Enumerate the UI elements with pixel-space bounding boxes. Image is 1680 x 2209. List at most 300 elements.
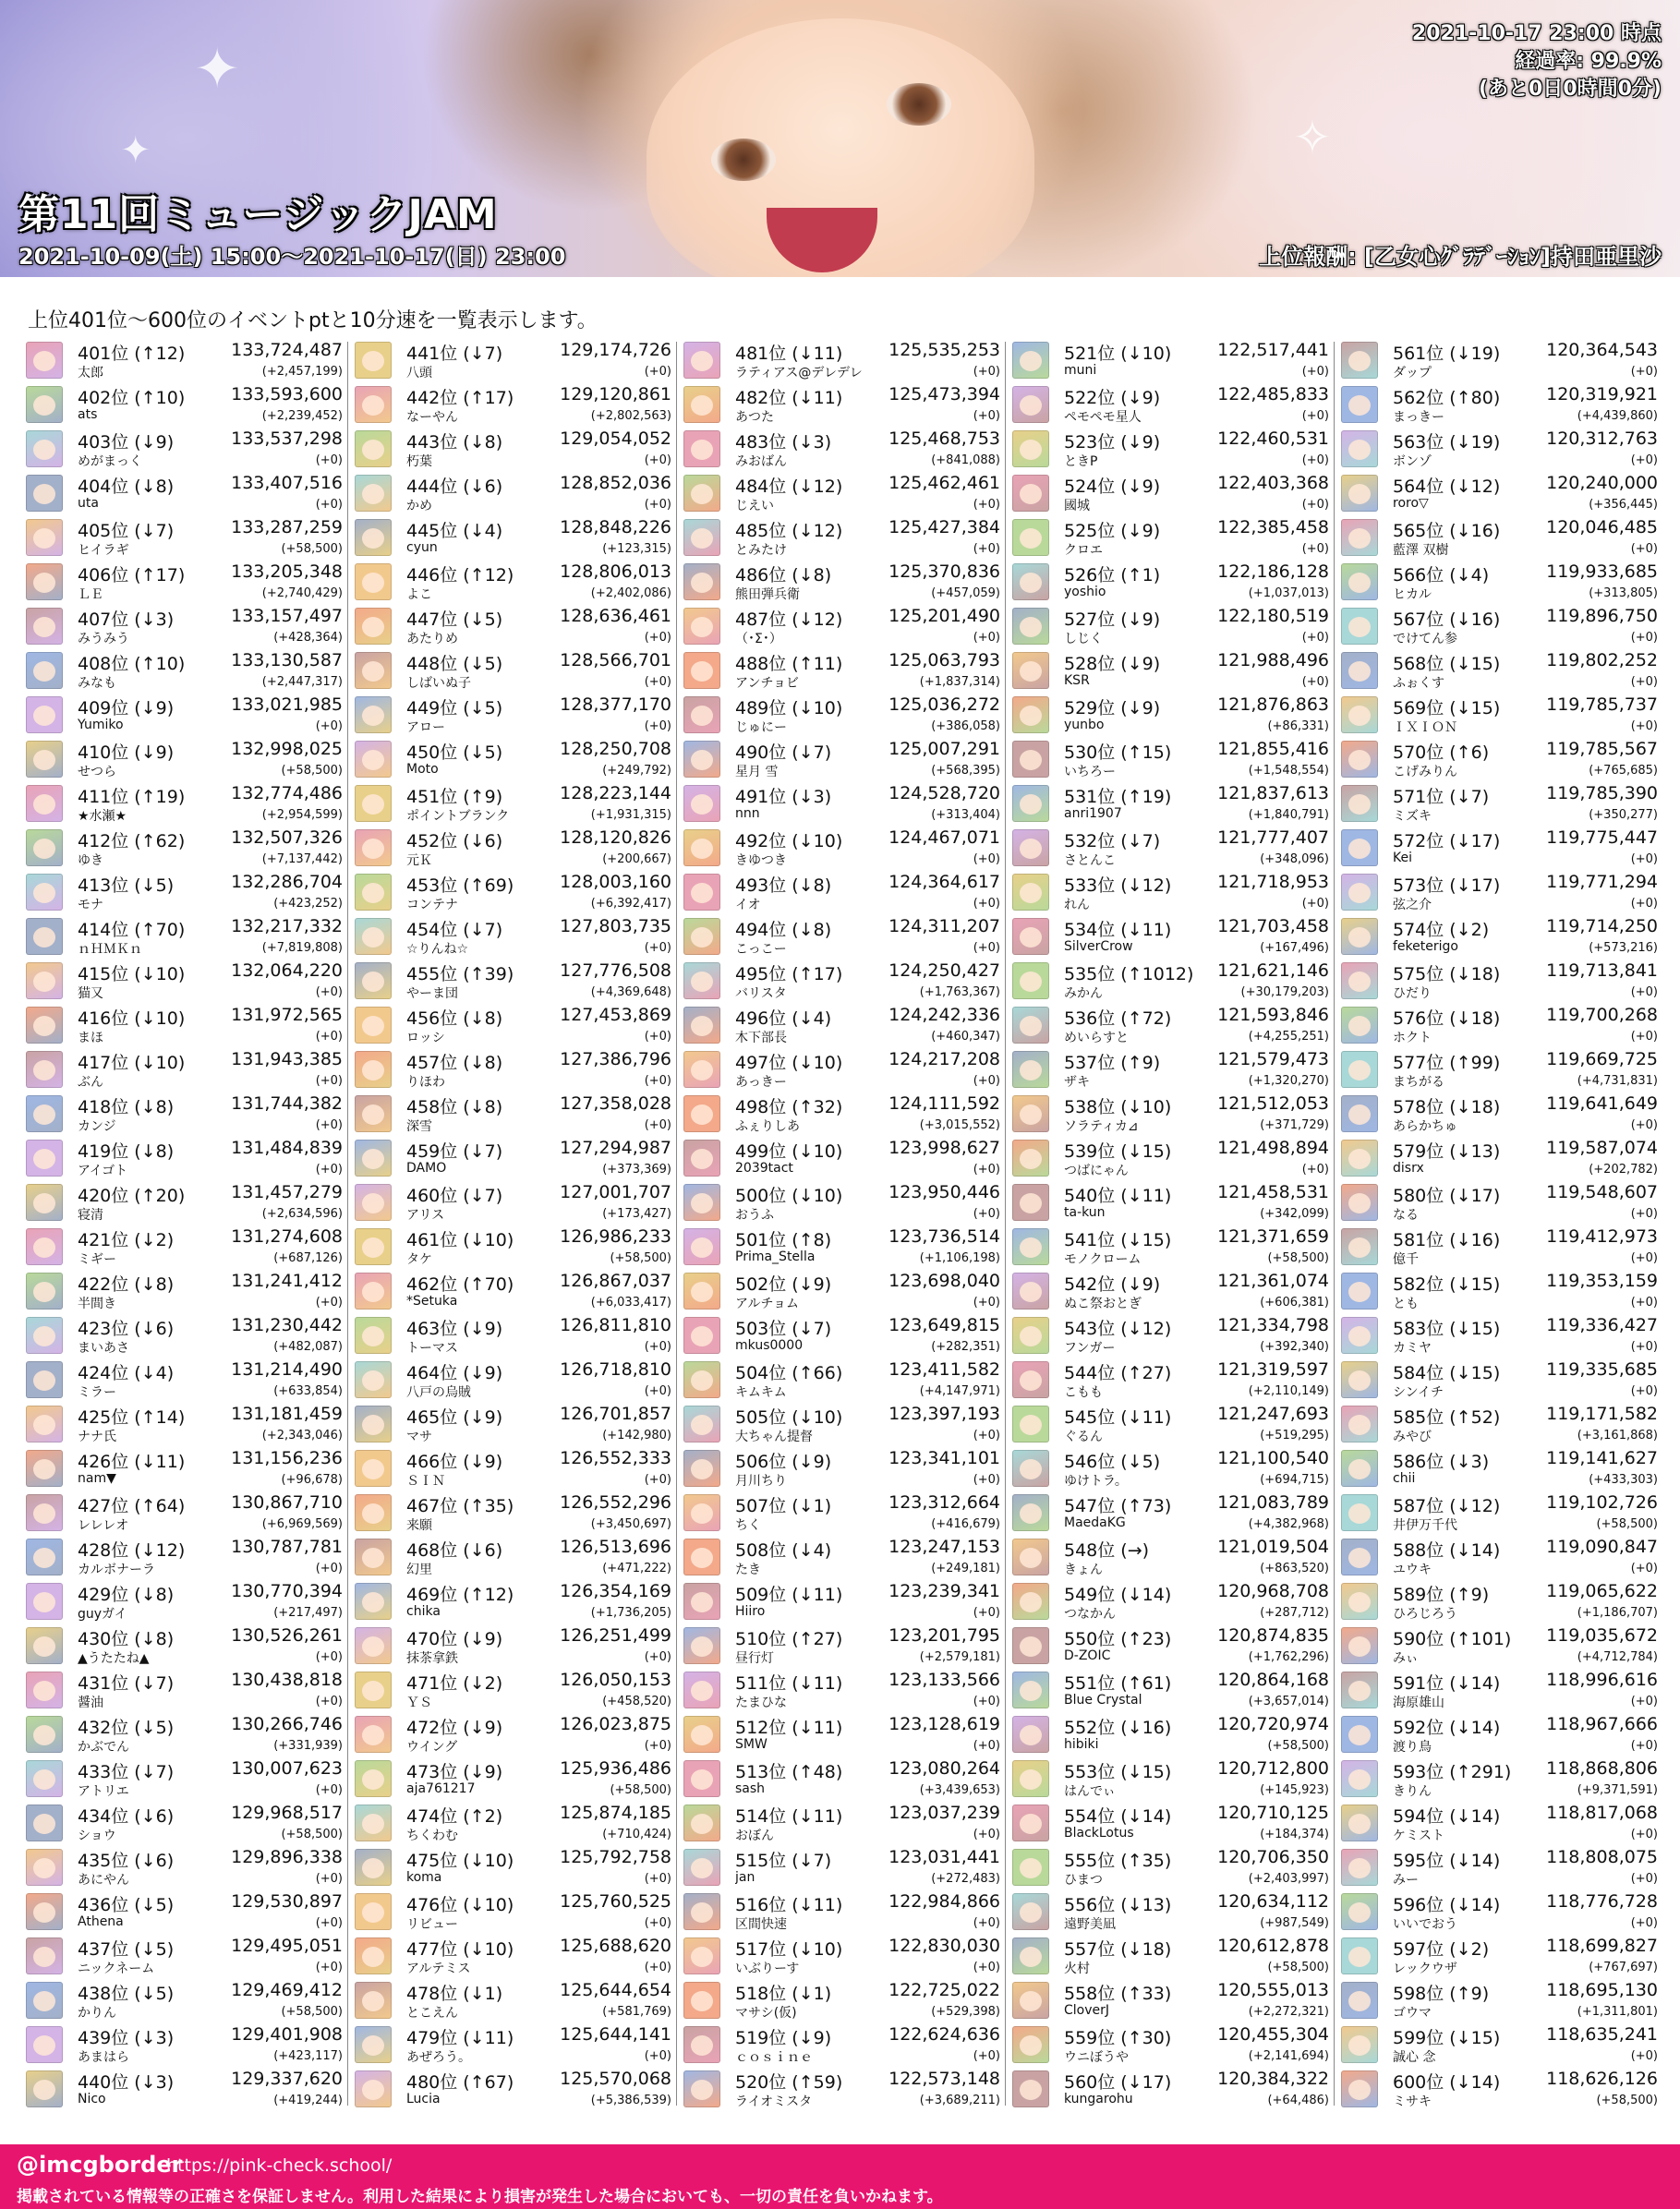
rank-label: 423位 (↓6) xyxy=(78,1319,175,1339)
avatar xyxy=(26,1406,63,1442)
points-value: 133,021,985 xyxy=(231,694,343,715)
rank-label: 496位 (↓4) xyxy=(735,1008,832,1029)
points-value: 131,214,490 xyxy=(231,1359,343,1380)
list-item xyxy=(1010,2067,1329,2111)
speed-delta: (+331,939) xyxy=(273,1739,343,1753)
speed-delta: (+200,667) xyxy=(602,852,671,866)
producer-name: 國城 xyxy=(1064,499,1090,513)
rank-label: 469位 (↑12) xyxy=(406,1585,514,1605)
avatar xyxy=(683,475,720,512)
rank-label: 573位 (↓17) xyxy=(1393,875,1501,896)
producer-name: アルチョム xyxy=(735,1297,800,1311)
list-item xyxy=(24,1092,343,1136)
avatar xyxy=(355,1583,392,1620)
avatar xyxy=(683,1317,720,1354)
list-item xyxy=(1339,1712,1658,1756)
rank-label: 543位 (↓12) xyxy=(1064,1319,1172,1339)
rank-label: 579位 (↓13) xyxy=(1393,1141,1501,1162)
points-value: 118,996,616 xyxy=(1546,1670,1658,1690)
producer-name: カルボナーラ xyxy=(78,1563,155,1577)
points-value: 133,130,587 xyxy=(231,650,343,670)
avatar xyxy=(1012,1184,1049,1221)
list-item xyxy=(682,1756,1000,1801)
list-item xyxy=(1339,1313,1658,1358)
speed-delta: (+0) xyxy=(1630,852,1658,866)
list-item xyxy=(1339,1180,1658,1225)
rank-label: 574位 (↓2) xyxy=(1393,920,1490,940)
avatar xyxy=(1341,1184,1378,1221)
rank-label: 583位 (↓15) xyxy=(1393,1319,1501,1339)
avatar xyxy=(1012,1583,1049,1620)
producer-name: 弦之介 xyxy=(1393,898,1432,912)
list-item xyxy=(682,382,1000,427)
list-item xyxy=(24,427,343,471)
speed-delta: (+0) xyxy=(973,941,1000,955)
producer-name: kungarohu xyxy=(1064,2092,1133,2106)
speed-delta: (+217,497) xyxy=(273,1606,343,1620)
rank-label: 471位 (↓2) xyxy=(406,1673,503,1694)
rank-label: 454位 (↓7) xyxy=(406,920,503,940)
rank-label: 546位 (↓5) xyxy=(1064,1452,1161,1472)
speed-delta: (+0) xyxy=(973,1828,1000,1841)
avatar xyxy=(1341,430,1378,467)
list-item xyxy=(353,1269,671,1313)
avatar xyxy=(1012,2070,1049,2107)
rank-label: 475位 (↓10) xyxy=(406,1851,514,1871)
producer-name: 幻里 xyxy=(406,1563,432,1577)
list-item xyxy=(1010,1446,1329,1491)
rank-label: 450位 (↓5) xyxy=(406,742,503,763)
points-value: 126,552,296 xyxy=(560,1492,671,1513)
avatar xyxy=(1341,519,1378,556)
rank-label: 554位 (↓14) xyxy=(1064,1806,1172,1827)
points-value: 119,896,750 xyxy=(1546,606,1658,626)
list-item xyxy=(1339,1579,1658,1624)
producer-name: カミヤ xyxy=(1393,1341,1432,1356)
points-value: 120,710,125 xyxy=(1217,1803,1329,1823)
speed-delta: (+173,427) xyxy=(602,1207,671,1221)
producer-name: アンチョビ xyxy=(735,676,800,691)
avatar xyxy=(683,1760,720,1797)
producer-name: roro▽ xyxy=(1393,496,1429,511)
producer-name: アトリエ xyxy=(78,1784,129,1799)
rank-label: 545位 (↓11) xyxy=(1064,1407,1172,1428)
rank-label: 437位 (↓5) xyxy=(78,1939,175,1960)
producer-name: Kei xyxy=(1393,851,1412,865)
avatar xyxy=(26,1982,63,2019)
points-value: 121,458,531 xyxy=(1217,1182,1329,1202)
list-item xyxy=(353,1358,671,1402)
list-item xyxy=(682,1225,1000,1269)
rank-label: 414位 (↑70) xyxy=(78,920,186,940)
points-value: 131,943,385 xyxy=(231,1049,343,1069)
producer-name: ＬＥ xyxy=(78,587,103,602)
speed-delta: (+1,840,791) xyxy=(1248,808,1329,822)
avatar xyxy=(26,918,63,955)
speed-delta: (+0) xyxy=(973,409,1000,423)
producer-name: モノクローム xyxy=(1064,1252,1142,1267)
avatar xyxy=(355,386,392,423)
list-item xyxy=(1010,1136,1329,1180)
list-item xyxy=(682,1180,1000,1225)
producer-name: ホクト xyxy=(1393,1031,1432,1045)
list-item xyxy=(682,693,1000,737)
avatar xyxy=(26,1361,63,1398)
speed-delta: (+0) xyxy=(644,631,671,645)
points-value: 123,133,566 xyxy=(888,1670,1000,1690)
avatar xyxy=(1341,1672,1378,1708)
points-value: 125,468,753 xyxy=(888,429,1000,449)
producer-name: yoshio xyxy=(1064,585,1106,599)
speed-delta: (+1,037,013) xyxy=(1248,586,1329,600)
points-value: 126,986,233 xyxy=(560,1226,671,1247)
avatar xyxy=(355,1937,392,1974)
speed-delta: (+64,486) xyxy=(1267,2094,1329,2107)
list-item xyxy=(353,1978,671,2022)
producer-name: かめ xyxy=(406,499,432,513)
speed-delta: (+0) xyxy=(315,498,343,512)
rank-label: 401位 (↑12) xyxy=(78,344,186,364)
avatar xyxy=(355,1494,392,1531)
producer-name: anri1907 xyxy=(1064,806,1122,821)
rank-label: 461位 (↓10) xyxy=(406,1230,514,1250)
rank-label: 427位 (↑64) xyxy=(78,1496,186,1516)
list-item xyxy=(353,1092,671,1136)
avatar xyxy=(1012,563,1049,600)
rank-label: 459位 (↓7) xyxy=(406,1141,503,1162)
speed-delta: (+1,736,205) xyxy=(590,1606,671,1620)
speed-delta: (+6,969,569) xyxy=(261,1517,343,1531)
producer-name: アロー xyxy=(406,720,445,735)
list-item xyxy=(353,1003,671,1047)
list-item xyxy=(1010,648,1329,693)
speed-delta: (+2,343,046) xyxy=(261,1429,343,1442)
producer-name: ヒカル xyxy=(1393,587,1432,602)
list-item xyxy=(1010,1092,1329,1136)
speed-delta: (+0) xyxy=(1630,1296,1658,1310)
list-item xyxy=(24,604,343,648)
avatar xyxy=(683,519,720,556)
rank-label: 452位 (↓6) xyxy=(406,831,503,851)
points-value: 126,811,810 xyxy=(560,1315,671,1335)
producer-name: 八頭 xyxy=(406,366,432,380)
rank-label: 484位 (↓12) xyxy=(735,477,843,497)
rank-label: 449位 (↓5) xyxy=(406,698,503,718)
avatar xyxy=(1012,696,1049,733)
points-value: 133,724,487 xyxy=(231,340,343,360)
avatar xyxy=(26,1007,63,1044)
producer-name: ひまつ xyxy=(1064,1873,1103,1888)
avatar xyxy=(26,962,63,999)
rank-label: 435位 (↓6) xyxy=(78,1851,175,1871)
producer-name: 区間快速 xyxy=(735,1917,787,1932)
speed-delta: (+416,679) xyxy=(931,1517,1000,1531)
producer-name: 深雪 xyxy=(406,1119,432,1134)
points-value: 129,530,897 xyxy=(231,1891,343,1912)
points-value: 132,998,025 xyxy=(231,739,343,759)
points-value: 122,186,128 xyxy=(1217,561,1329,582)
list-item xyxy=(24,338,343,382)
points-value: 123,397,193 xyxy=(888,1404,1000,1424)
list-item xyxy=(1010,1889,1329,1934)
speed-delta: (+633,854) xyxy=(273,1384,343,1398)
list-item xyxy=(682,515,1000,560)
list-item xyxy=(682,1889,1000,1934)
producer-name: しばいぬ子 xyxy=(406,676,471,691)
avatar xyxy=(26,1849,63,1886)
rank-label: 473位 (↓9) xyxy=(406,1762,503,1782)
rank-label: 408位 (↑10) xyxy=(78,654,186,674)
list-item xyxy=(24,1313,343,1358)
speed-delta: (+687,126) xyxy=(273,1251,343,1265)
points-value: 125,644,141 xyxy=(560,2024,671,2045)
rank-label: 448位 (↓5) xyxy=(406,654,503,674)
points-value: 118,699,827 xyxy=(1546,1936,1658,1956)
rank-label: 565位 (↓16) xyxy=(1393,521,1501,541)
points-value: 126,251,499 xyxy=(560,1625,671,1646)
list-item xyxy=(24,1446,343,1491)
list-item xyxy=(353,959,671,1003)
list-item xyxy=(682,1801,1000,1845)
avatar xyxy=(355,1893,392,1930)
rank-label: 403位 (↓9) xyxy=(78,432,175,453)
producer-name: マサシ(仮) xyxy=(735,2006,797,2021)
speed-delta: (+1,763,367) xyxy=(919,985,1000,999)
rank-label: 420位 (↑20) xyxy=(78,1186,186,1206)
producer-name: 藍澤 双樹 xyxy=(1393,543,1449,558)
avatar xyxy=(683,1893,720,1930)
avatar xyxy=(26,2026,63,2063)
points-value: 125,063,793 xyxy=(888,650,1000,670)
list-item xyxy=(1010,1712,1329,1756)
points-value: 119,035,672 xyxy=(1546,1625,1658,1646)
rank-label: 553位 (↓15) xyxy=(1064,1762,1172,1782)
list-item xyxy=(353,1136,671,1180)
speed-delta: (+423,117) xyxy=(273,2049,343,2063)
speed-delta: (+2,740,429) xyxy=(261,586,343,600)
producer-name: ニックネーム xyxy=(78,1962,155,1976)
producer-name: 猫又 xyxy=(78,986,103,1001)
speed-delta: (+0) xyxy=(644,1473,671,1487)
list-item xyxy=(353,2022,671,2067)
avatar xyxy=(1341,1450,1378,1487)
speed-delta: (+0) xyxy=(315,453,343,467)
list-item xyxy=(1339,1801,1658,1845)
list-item xyxy=(1339,1624,1658,1668)
rank-label: 491位 (↓3) xyxy=(735,787,832,807)
speed-delta: (+0) xyxy=(1630,1340,1658,1354)
producer-name: ぬこ祭おとぎ xyxy=(1064,1297,1142,1311)
producer-name: 大ちゃん提督 xyxy=(735,1430,813,1444)
rank-label: 510位 (↑27) xyxy=(735,1629,843,1649)
rank-label: 559位 (↑30) xyxy=(1064,2028,1172,2048)
ranking-column xyxy=(1339,338,1658,2111)
rank-label: 534位 (↓11) xyxy=(1064,920,1172,940)
avatar xyxy=(26,1627,63,1664)
list-item xyxy=(24,1491,343,1535)
avatar xyxy=(683,563,720,600)
list-item xyxy=(24,870,343,914)
avatar xyxy=(26,874,63,911)
producer-name: たき xyxy=(735,1563,761,1577)
producer-name: いちろー xyxy=(1064,765,1116,779)
list-item xyxy=(1339,471,1658,515)
list-item xyxy=(682,870,1000,914)
speed-delta: (+30,179,203) xyxy=(1240,985,1329,999)
list-item xyxy=(24,1535,343,1579)
rank-label: 436位 (↓5) xyxy=(78,1895,175,1915)
speed-delta: (+142,980) xyxy=(602,1429,671,1442)
points-value: 128,848,226 xyxy=(560,517,671,537)
producer-name: ぶん xyxy=(78,1075,103,1090)
twitter-handle[interactable]: @imcgborder xyxy=(17,2152,183,2178)
points-value: 119,065,622 xyxy=(1546,1581,1658,1601)
points-value: 132,774,486 xyxy=(231,783,343,803)
avatar xyxy=(1012,652,1049,689)
points-value: 120,312,763 xyxy=(1546,429,1658,449)
points-value: 122,485,833 xyxy=(1217,384,1329,404)
avatar xyxy=(26,563,63,600)
rank-label: 526位 (↑1) xyxy=(1064,565,1161,585)
list-item xyxy=(682,1313,1000,1358)
speed-delta: (+0) xyxy=(1630,1872,1658,1886)
speed-delta: (+0) xyxy=(973,542,1000,556)
producer-name: 遠野美凪 xyxy=(1064,1917,1116,1932)
points-value: 121,988,496 xyxy=(1217,650,1329,670)
rank-label: 406位 (↑17) xyxy=(78,565,186,585)
points-value: 129,337,620 xyxy=(231,2069,343,2089)
avatar xyxy=(355,1273,392,1310)
rank-label: 596位 (↓14) xyxy=(1393,1895,1501,1915)
list-item xyxy=(682,1712,1000,1756)
list-item xyxy=(24,1934,343,1978)
avatar xyxy=(1341,1140,1378,1177)
list-item xyxy=(1339,1446,1658,1491)
producer-name: じえい xyxy=(735,499,774,513)
avatar xyxy=(355,829,392,866)
speed-delta: (+0) xyxy=(1630,542,1658,556)
avatar xyxy=(26,829,63,866)
producer-name: ソラティカ⊿ xyxy=(1064,1119,1139,1134)
speed-delta: (+0) xyxy=(315,719,343,733)
points-value: 133,287,259 xyxy=(231,517,343,537)
list-item xyxy=(24,2067,343,2111)
list-item xyxy=(1010,1225,1329,1269)
list-item xyxy=(24,1136,343,1180)
points-value: 129,401,908 xyxy=(231,2024,343,2045)
rank-label: 467位 (↑35) xyxy=(406,1496,514,1516)
list-item xyxy=(24,781,343,826)
list-item xyxy=(353,1624,671,1668)
points-value: 119,141,627 xyxy=(1546,1448,1658,1468)
producer-name: レックウザ xyxy=(1393,1962,1457,1976)
points-value: 132,507,326 xyxy=(231,827,343,848)
points-value: 120,612,878 xyxy=(1217,1936,1329,1956)
avatar xyxy=(26,475,63,512)
speed-delta: (+58,500) xyxy=(281,764,343,778)
column-divider xyxy=(676,342,677,2106)
avatar xyxy=(683,918,720,955)
avatar xyxy=(355,1627,392,1664)
list-item xyxy=(24,1269,343,1313)
producer-name: ゴウマ xyxy=(1393,2006,1432,2021)
avatar xyxy=(1012,1494,1049,1531)
rank-label: 495位 (↑17) xyxy=(735,964,843,984)
producer-name: chii xyxy=(1393,1471,1416,1486)
rank-label: 424位 (↓4) xyxy=(78,1363,175,1383)
rank-label: 578位 (↓18) xyxy=(1393,1097,1501,1117)
speed-delta: (+606,381) xyxy=(1260,1296,1329,1310)
rank-label: 472位 (↓9) xyxy=(406,1718,503,1738)
speed-delta: (+373,369) xyxy=(602,1163,671,1177)
speed-delta: (+0) xyxy=(1630,1739,1658,1753)
list-item xyxy=(682,1092,1000,1136)
producer-name: 来願 xyxy=(406,1518,432,1533)
producer-name: ミラー xyxy=(78,1385,116,1400)
speed-delta: (+0) xyxy=(973,1429,1000,1442)
rank-label: 592位 (↓14) xyxy=(1393,1718,1501,1738)
points-value: 123,312,664 xyxy=(888,1492,1000,1513)
list-item xyxy=(353,1756,671,1801)
speed-delta: (+356,445) xyxy=(1589,498,1658,512)
rank-label: 533位 (↓12) xyxy=(1064,875,1172,896)
rank-label: 443位 (↓8) xyxy=(406,432,503,453)
avatar xyxy=(1012,1982,1049,2019)
speed-delta: (+529,398) xyxy=(931,2005,1000,2019)
speed-delta: (+1,931,315) xyxy=(590,808,671,822)
list-item xyxy=(682,1358,1000,1402)
list-item xyxy=(1339,1225,1658,1269)
speed-delta: (+2,402,086) xyxy=(590,586,671,600)
producer-name: disrx xyxy=(1393,1161,1424,1176)
producer-name: 海原雄山 xyxy=(1393,1696,1444,1710)
rank-label: 509位 (↓11) xyxy=(735,1585,843,1605)
list-item xyxy=(24,1668,343,1712)
speed-delta: (+0) xyxy=(315,1163,343,1177)
points-value: 131,181,459 xyxy=(231,1404,343,1424)
list-item xyxy=(24,2022,343,2067)
footer xyxy=(0,2144,1680,2209)
site-link[interactable]: https://pink-check.school/ xyxy=(166,2155,393,2176)
avatar xyxy=(1341,1849,1378,1886)
speed-delta: (+428,364) xyxy=(273,631,343,645)
rank-label: 569位 (↓15) xyxy=(1393,698,1501,718)
speed-delta: (+0) xyxy=(644,1961,671,1974)
list-item xyxy=(682,1446,1000,1491)
producer-name: せつら xyxy=(78,765,116,779)
list-item xyxy=(1339,1535,1658,1579)
points-value: 119,336,427 xyxy=(1546,1315,1658,1335)
list-item xyxy=(24,1358,343,1402)
points-value: 121,579,473 xyxy=(1217,1049,1329,1069)
speed-delta: (+58,500) xyxy=(1267,1251,1329,1265)
points-value: 121,876,863 xyxy=(1217,694,1329,715)
speed-delta: (+313,404) xyxy=(931,808,1000,822)
points-value: 133,593,600 xyxy=(231,384,343,404)
points-value: 119,785,390 xyxy=(1546,783,1658,803)
points-value: 131,484,839 xyxy=(231,1138,343,1158)
speed-delta: (+458,520) xyxy=(602,1695,671,1708)
speed-delta: (+96,678) xyxy=(281,1473,343,1487)
avatar xyxy=(355,1672,392,1708)
producer-name: Blue Crystal xyxy=(1064,1693,1142,1708)
points-value: 122,984,866 xyxy=(888,1891,1000,1912)
avatar xyxy=(1341,1494,1378,1531)
points-value: 121,837,613 xyxy=(1217,783,1329,803)
avatar xyxy=(1012,918,1049,955)
speed-delta: (+0) xyxy=(1630,453,1658,467)
avatar xyxy=(355,1317,392,1354)
